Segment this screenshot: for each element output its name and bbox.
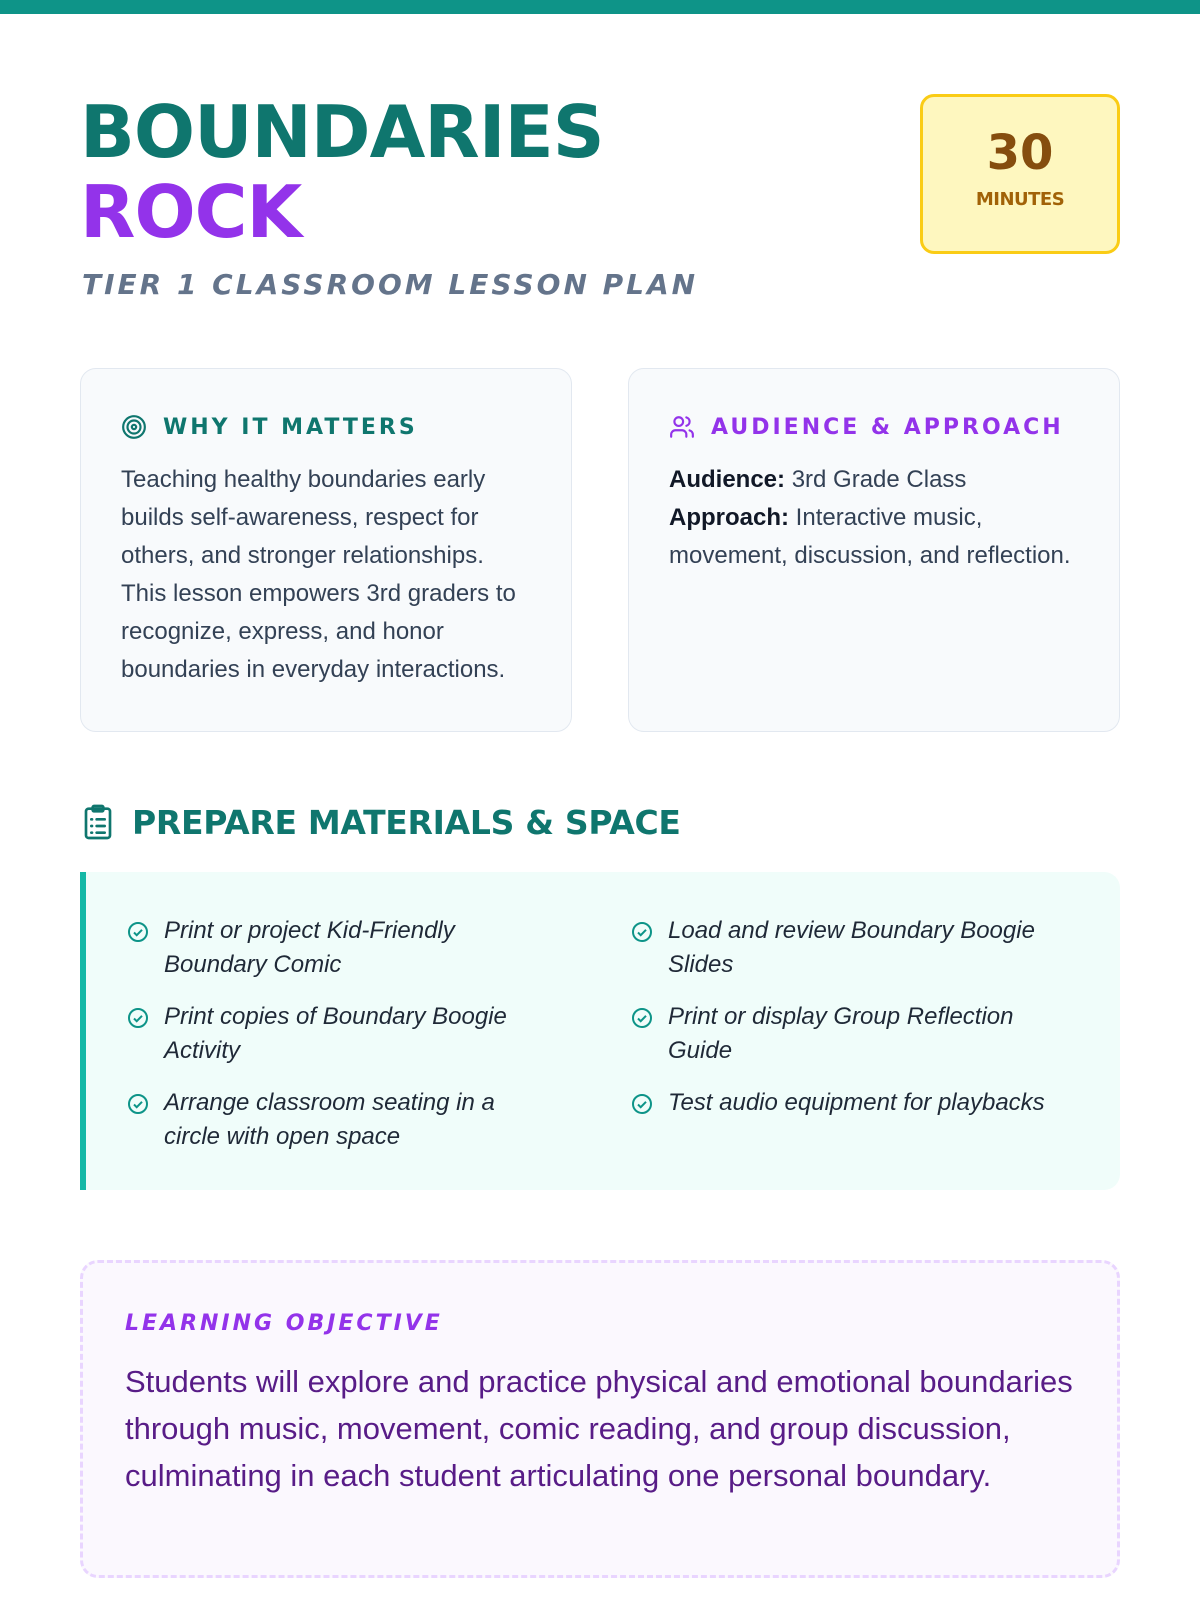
check-circle-icon (126, 920, 150, 944)
material-item-text: Print or display Group Reflection Guide (668, 1003, 1014, 1064)
audience-approach-title: AUDIENCE & APPROACH (711, 414, 1064, 440)
list-item (126, 1000, 556, 1068)
check-circle-icon (630, 920, 654, 944)
learning-objective-text: Students will explore and practice physical and emotional boundaries through music, movement, comic reading, and group discussion, culminating in each student articulating one personal boundary. (125, 1364, 1073, 1493)
material-item-text: Test audio equipment for playbacks (668, 1089, 1045, 1116)
audience-line (669, 461, 1079, 499)
page-title-line1: BOUNDARIES (80, 90, 604, 174)
audience-approach-card (628, 368, 1120, 732)
page-subtitle: TIER 1 CLASSROOM LESSON PLAN (82, 268, 699, 301)
audience-approach-body (669, 461, 1079, 575)
why-it-matters-card (80, 368, 572, 732)
list-item (630, 914, 1060, 982)
learning-objective-box (80, 1260, 1120, 1578)
target-icon (121, 414, 147, 440)
check-circle-icon (126, 1092, 150, 1116)
list-item (126, 914, 556, 982)
why-it-matters-header (121, 411, 531, 443)
approach-line (669, 499, 1079, 575)
material-item-text: Print or project Kid-Friendly Boundary Comic (164, 917, 455, 978)
check-circle-icon (630, 1006, 654, 1030)
users-icon (669, 414, 695, 440)
check-circle-icon (126, 1006, 150, 1030)
learning-objective-label: LEARNING OBJECTIVE (125, 1311, 443, 1336)
material-item-text: Arrange classroom seating in a circle with open space (164, 1089, 495, 1150)
why-it-matters-body: Teaching healthy boundaries early builds self-awareness, respect for others, and stronger relationships. This lesson empowers 3rd graders to recognize, express, and honor boundaries in everyday interactions. (121, 466, 516, 683)
list-item (630, 1086, 1060, 1120)
why-it-matters-title: WHY IT MATTERS (163, 414, 418, 440)
duration-badge (920, 94, 1120, 254)
audience-approach-header (669, 411, 1079, 443)
page-title-line2: ROCK (80, 170, 302, 254)
materials-checklist (80, 872, 1120, 1190)
materials-section-title: PREPARE MATERIALS & SPACE (132, 802, 681, 842)
approach-value: Interactive music, movement, discussion, and reflection. (669, 504, 1071, 569)
duration-value: 30 (986, 125, 1054, 181)
approach-label: Approach: (669, 504, 789, 531)
audience-value: 3rd Grade Class (791, 466, 967, 493)
top-accent-bar (0, 0, 1200, 14)
materials-section-header (82, 800, 681, 844)
list-item (126, 1086, 556, 1154)
duration-unit: MINUTES (975, 189, 1065, 210)
clipboard-icon (82, 803, 114, 841)
material-item-text: Load and review Boundary Boogie Slides (668, 917, 1035, 978)
check-circle-icon (630, 1092, 654, 1116)
material-item-text: Print copies of Boundary Boogie Activity (164, 1003, 507, 1064)
list-item (630, 1000, 1060, 1068)
audience-label: Audience: (669, 466, 786, 493)
